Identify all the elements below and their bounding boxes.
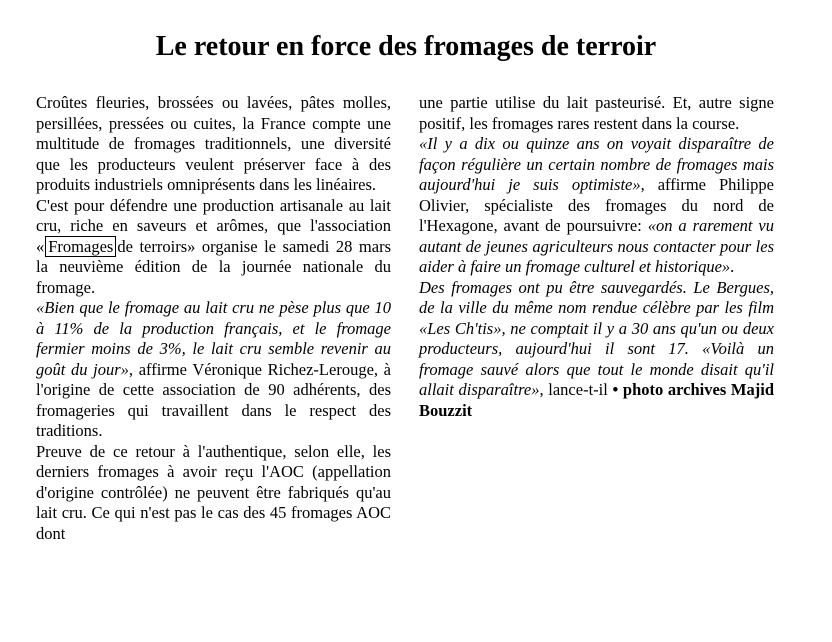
association-text-before: C'est pour défendre une production artisanale au lait cru, riche en saveurs et arômes, que l'association « [36, 195, 391, 256]
quote-olivier-1: «Il y a dix ou quinze ans on voyait disparaître de façon régulière un certain nombre de fromages mais aujourd'hui je suis optimiste» [419, 134, 774, 194]
paragraph-aoc: Preuve de ce retour à l'authentique, selon elle, les derniers fromages à avoir reçu l'AOC (appellation d'origine contrôlée) ne peuvent être fabriqués qu'au lait cru. Ce qui n'est pas le cas des 45 fromages AOC dont [36, 441, 391, 543]
paragraph-quote-olivier [419, 134, 774, 278]
quote-olivier-2: «on a rarement vu autant de jeunes agriculteurs nous contacter pour les aider à faire un fromage culturel et historique» [419, 216, 774, 276]
association-text-after: de terroirs» organise le samedi 28 mars la neuvième édition de la journée nationale du fromage. [36, 236, 391, 297]
attribution-olivier: , affirme Philippe Olivier, spécialiste des fromages du nord de l'Hexagone, avant de poursuivre: [419, 175, 774, 235]
attribution-lance: , lance-t-il [539, 380, 613, 399]
quote-olivier-end: . [730, 257, 735, 276]
paragraph-intro: Croûtes fleuries, brossées ou lavées, pâtes molles, persillées, pressées ou cuites, la France compte une multitude de fromages traditionnels, une diversité que les producteurs veulent préserver face à des produits industriels omniprésents dans les linéaires. [36, 93, 391, 194]
photo-credit: • photo archives Majid Bouzzit [419, 380, 774, 420]
article-column-right [419, 93, 774, 421]
headline: Le retour en force des fromages de terroir [155, 31, 657, 62]
paragraph-quote-richez [36, 298, 391, 442]
article-column-left [36, 93, 391, 544]
bergues-text: Des fromages ont pu être sauvegardés. Le Bergues, de la ville du même nom rendue célèbre par les film «Les Ch'tis», ne comptait il y a 30 ans qu'un ou deux producteurs, aujourd'hui il sont 17. «Voilà un fromage sauvé alors que tout le monde disait qu'il allait disparaître» [419, 277, 774, 399]
paragraph-pasteurise: une partie utilise du lait pasteurisé. Et, autre signe positif, les fromages rares restent dans la course. [419, 93, 774, 133]
highlighted-word-box: Fromages [45, 236, 116, 257]
attribution-richez: , affirme Véronique Richez-Lerouge, à l'origine de cette association de 90 adhérents, des fromageries qui travaillent dans le respect des traditions. [36, 359, 392, 440]
quote-richez: «Bien que le fromage au lait cru ne pèse plus que 10 à 11% de la production français, et le fromage fermier moins de 3%, le lait cru semble revenir au goût du jour» [36, 298, 391, 379]
paragraph-association [36, 196, 391, 299]
paragraph-bergues [419, 278, 774, 422]
